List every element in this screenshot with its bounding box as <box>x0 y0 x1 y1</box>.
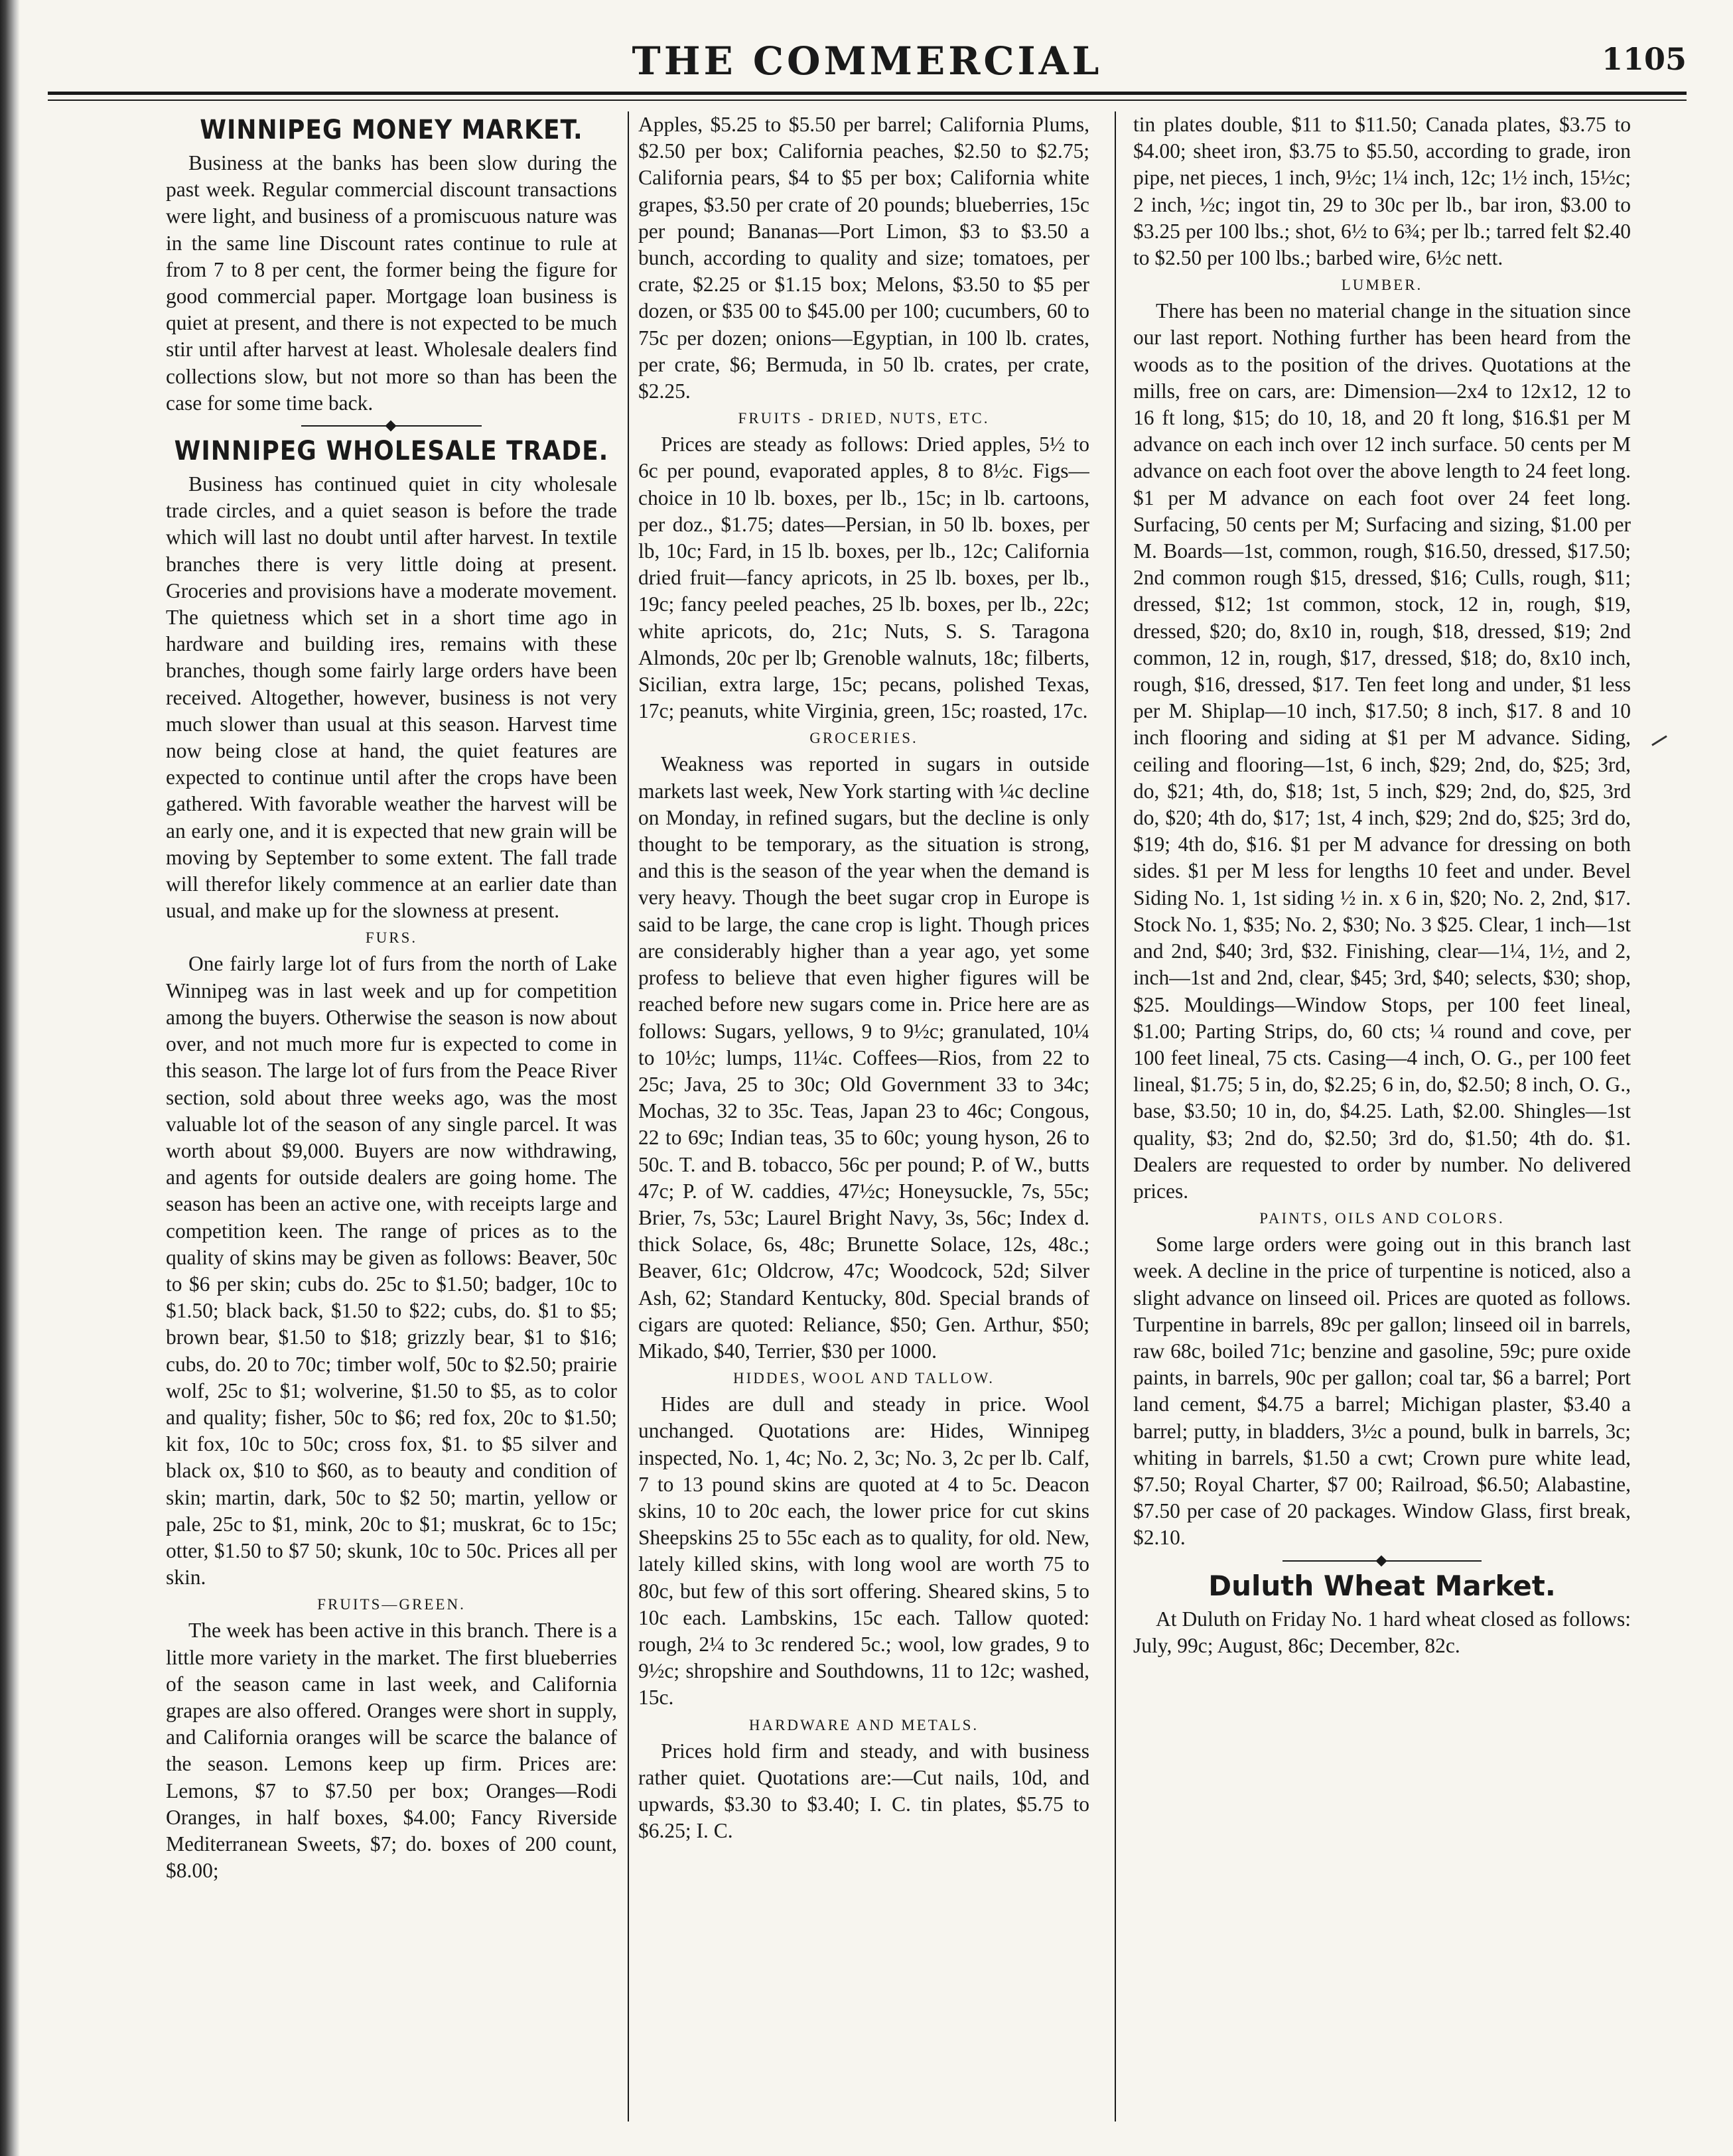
article-paragraph: At Duluth on Friday No. 1 hard wheat closed as follows: July, 99c; August, 86c; December, 82c. <box>1133 1607 1631 1657</box>
article-paragraph: Apples, $5.25 to $5.50 per barrel; California Plums, $2.50 per box; California peaches, $2.50 to $2.75; California pears, $4 to $5 per box; California white grapes, $3.50 per crate of 20 pounds; blueberries, 15c per pound; Bananas—Port Limon, $3 to $3.50 a bunch, according to quality and size; tomatoes, per crate, $2.25 or $1.15 box; Melons, $3.50 to $5 per dozen, or $35 00 to $45.00 per 100; cucumbers, 60 to 75c per dozen; onions—Egyptian, in 100 lb. crates, per crate, $6; Bermuda, in 50 lb. crates, per crate, $2.25. <box>638 113 1089 403</box>
article-paragraph: Prices are steady as follows: Dried apples, 5½ to 6c per pound, evaporated apples, 8 to 8½c. Figs—choice in 10 lb. boxes, per lb., 15c; in lb. cartoons, per doz., $1.75; dates—Persian, in 50 lb. boxes, per lb, 10c; Fard, in 15 lb. boxes, per lb., 12c; California dried fruit—fancy apricots, in 25 lb. boxes, per lb., 19c; fancy peeled peaches, 25 lb. boxes, per lb., 22c; white apricots, do, 21c; Nuts, S. S. Taragona Almonds, 20c per lb; Grenoble walnuts, 18c; filberts, Sicilian, extra large, 15c; pecans, polished Texas, 17c; peanuts, white Virginia, green, 15c; roasted, 17c. <box>638 433 1089 723</box>
page-binding-edge <box>0 0 20 2156</box>
subsection-heading: FURS. <box>365 929 418 947</box>
subsection-heading: FRUITS—GREEN. <box>317 1596 466 1613</box>
pen-mark <box>1651 735 1667 746</box>
subsection-heading: LUMBER. <box>1341 277 1423 294</box>
header-rule-thick <box>48 92 1687 95</box>
column-3 <box>1133 111 1631 2122</box>
subsection-heading: HIDDES, WOOL AND TALLOW. <box>732 1370 995 1387</box>
article-paragraph: Some large orders were going out in this branch last week. A decline in the price of turpentine is noticed, also a slight advance on linseed oil. Prices are quoted as follows. Turpentine in barrels, 89c per gallon; linseed oil in barrels, raw 68c, boiled 71c; benzine and gasoline, 59c; pure oxide paints, in barrels, 90c per gallon; coal tar, $6 a barrel; Port land cement, $4.75 a barrel; Michigan plaster, $3.40 a barrel; putty, in bladders, 3½c a pound, bulk in barrels, 3c; whiting in barrels, $1.50 a cwt; Crown pure white lead, $7.50; Royal Charter, $7 00; Railroad, $6.50; Alabastine, $7.50 per case of 20 packages. Window Glass, first break, $2.10. <box>1133 1233 1631 1550</box>
section-heading: WINNIPEG WHOLESALE TRADE. <box>174 436 609 467</box>
section-heading: WINNIPEG MONEY MARKET. <box>200 115 583 145</box>
article-paragraph: tin plates double, $11 to $11.50; Canada plates, $3.75 to $4.00; sheet iron, $3.75 to $5.50, according to grade, iron pipe, net pieces, 1 inch, 9½c; 1¼ inch, 12c; 1½ inch, 15½c; 2 inch, ½c; ingot tin, 29 to 30c per lb., bar iron, $3.00 to $3.25 per 100 lbs.; shot, 6½ to 6¾; per lb.; tarred felt $2.40 to $2.50 per 100 lbs.; barbed wire, 6½c nett. <box>1133 113 1631 270</box>
article-paragraph: Business at the banks has been slow during the past week. Regular commercial discount transactions were light, and business of a promiscuous nature was in the same line Discount rates continue to rule at from 7 to 8 per cent, the former being the figure for good commercial paper. Mortgage loan business is quiet at present, and there is not expected to be much stir until after harvest at least. Wholesale dealers find collections slow, but not more so than has been the case for some time back. <box>166 151 617 415</box>
subsection-heading: PAINTS, OILS AND COLORS. <box>1259 1210 1505 1227</box>
article-paragraph: Prices hold firm and steady, and with business rather quiet. Quotations are:—Cut nails, 10d, and upwards, $3.30 to $3.40; I. C. tin plates, $5.75 to $6.25; I. C. <box>638 1739 1089 1843</box>
section-ornament <box>166 422 617 430</box>
article-paragraph: Hides are dull and steady in price. Wool unchanged. Quotations are: Hides, Winnipeg inspected, No. 1, 4c; No. 2, 3c; No. 3, 2c per lb. Calf, 7 to 13 pound skins are quoted at 4 to 5c. Deacon skins, 10 to 20c each, the lower price for cut skins Sheepskins 25 to 55c each as to quality, for old. New, lately killed skins, with long wool are worth 75 to 80c, but few of this sort offering. Sheared skins, 5 to 10c each. Lambskins, 15c each. Tallow quoted: rough, 2¼ to 3c rendered 5c.; wool, low grades, 9 to 9½c; shropshire and Southdowns, 11 to 12c; washed, 15c. <box>638 1392 1089 1710</box>
column-2 <box>638 111 1089 2122</box>
subsection-heading: HARDWARE AND METALS. <box>748 1716 979 1733</box>
column-divider <box>628 111 629 2122</box>
article-paragraph: Business has continued quiet in city wholesale trade circles, and a quiet season is before the trade which will last no doubt until after harvest. In textile branches there is very little doing at present. Groceries and provisions have a moderate movement. The quietness which set in a short time ago in hardware and building ires, remains with these branches, though some fairly large orders have been received. Altogether, however, business is not very much slower than usual at this season. Harvest time now being close at hand, the quiet features are expected to continue until after the crops have been gathered. With favorable weather the harvest will be an early one, and it is expected that new grain will be moving by September to some extent. The fall trade will therefor likely commence at an earlier date than usual, and make up for the slowness at present. <box>166 472 617 923</box>
subsection-heading: GROCERIES. <box>809 730 918 747</box>
page-header <box>48 38 1687 98</box>
header-rule-thin <box>48 100 1687 101</box>
page-number: 1105 <box>1601 41 1687 77</box>
masthead-title: THE COMMERCIAL <box>632 38 1103 84</box>
column-divider <box>1115 111 1116 2122</box>
article-paragraph: Weakness was reported in sugars in outside markets last week, New York starting with ¼c decline on Monday, in refined sugars, but the decline is only thought to be temporary, as the situation is strong, and this is the season of the year when the demand is very heavy. Though the beet sugar crop in Europe is said to be large, the cane crop is light. Though prices are considerably higher than a year ago, yet some profess to believe that even higher figures will be reached before new sugars come in. Price here are as follows: Sugars, yellows, 9 to 9½c; granulated, 10¼ to 10½c; lumps, 11¼c. Coffees—Rios, from 22 to 25c; Java, 25 to 30c; Old Government 33 to 34c; Mochas, 32 to 35c. Teas, Japan 23 to 46c; Congous, 22 to 69c; Indian teas, 35 to 60c; young hyson, 26 to 50c. T. and B. tobacco, 56c per pound; P. of W., butts 47c; P. of W. caddies, 47½c; Honeysuckle, 7s, 55c; Brier, 7s, 53c; Laurel Bright Navy, 3s, 56c; Index d. thick Solace, 6s, 48c; Brunette Solace, 12s, 48c.; Beaver, 61c; Oldcrow, 47c; Woodcock, 52d; Silver Ash, 62; Standard Kentucky, 80d. Special brands of cigars are quoted: Reliance, $50; Gen. Arthur, $50; Mikado, $40, Terrier, $30 per 1000. <box>638 752 1089 1363</box>
subsection-heading: FRUITS - DRIED, NUTS, ETC. <box>738 410 990 427</box>
section-ornament <box>1133 1557 1631 1565</box>
section-heading: Duluth Wheat Market. <box>1208 1569 1556 1602</box>
article-paragraph: The week has been active in this branch. There is a little more variety in the market. The first blueberries of the season came in last week, and California grapes are also offered. Oranges were short in supply, and California oranges will be scarce the balance of the season. Lemons keep up firm. Prices are: Lemons, $7 to $7.50 per box; Oranges—Rodi Oranges, in half boxes, $4.00; Fancy Riverside Mediterranean Sweets, $7; do. boxes of 200 count, $8.00; <box>166 1619 617 1883</box>
column-1 <box>166 111 617 2122</box>
article-paragraph: There has been no material change in the situation since our last report. Nothing further has been heard from the woods as to the position of the drives. Quotations at the mills, free on cars, are: Dimension—2x4 to 12x12, 12 to 16 ft long, $15; do 10, 18, and 20 ft long, $16.$1 per M advance on each inch over 12 inch surface. 50 cents per M advance on each foot over the above length to 24 feet long. $1 per M advance on each foot over 24 feet long. Surfacing, 50 cents per M; Surfacing and sizing, $1.00 per M. Boards—1st, common, rough, $16.50, dressed, $17.50; 2nd common rough $15, dressed, $16; Culls, rough, $11; dressed, $12; 1st common, stock, 12 in, rough, $19, dressed, $20; do, 8x10 in, rough, $18, dressed, $19; 2nd common, 12 in, rough, $17, dressed, $18; do, 8x10 inch, rough, $16, dressed, $17. Ten feet long and under, $1 less per M. Shiplap—10 inch, $17.50; 8 inch, $17. 8 and 10 inch flooring and siding at $1 per M advance. Siding, ceiling and flooring—1st, 6 inch, $29; 2nd, do, $25; 3rd, do, $21; 4th, do, $18; 1st, 5 inch, $29; 2nd, do, $25, 3rd do, $20; 4th do, $17; 1st, 4 inch, $29; 2nd do, $25; 3rd do, $19; 4th do, $16. $1 per M advance for dressing on both sides. $1 per M less for lengths 10 feet and under. Bevel Siding No. 1, 1st siding ½ in. x 6 in, $20; No. 2, 2nd, $17. Stock No. 1, $35; No. 2, $30; No. 3 $25. Clear, 1 inch—1st and 2nd, $40; 3rd, $32. Finishing, clear—1¼, 1½, and 2, inch—1st and 2nd, clear, $45; 3rd, $40; selects, $30; shop, $25. Mouldings—Window Stops, per 100 feet lineal, $1.00; Parting Strips, do, 60 cts; ¼ round and cove, per 100 feet lineal, 75 cts. Casing—4 inch, O. G., per 100 feet lineal, $1.75; 5 in, do, $2.25; 6 in, do, $2.50; 8 inch, O. G., base, $3.50; 10 in, do, $4.25. Lath, $2.00. Shingles—1st quality, $3; 2nd do, $2.50; 3rd do, $1.50; 4th do. $1. Dealers are requested to order by number. No delivered prices. <box>1133 299 1631 1203</box>
article-paragraph: One fairly large lot of furs from the north of Lake Winnipeg was in last week and up for competition among the buyers. Otherwise the season is now about over, and not much more fur is expected to come in this season. The large lot of furs from the Peace River section, sold about three weeks ago, was the most valuable lot of the season of any single parcel. It was worth about $9,000. Buyers are now withdrawing, and agents for outside dealers are going home. The season has been an active one, with receipts large and competition keen. The range of prices as to the quality of skins may be given as follows: Beaver, 50c to $6 per skin; cubs do. 25c to $1.50; badger, 10c to $1.50; black back, $1.50 to $22; cubs, do. $1 to $5; brown bear, $1.50 to $18; grizzly bear, $1 to $16; cubs, do. 20 to 70c; timber wolf, 50c to $2.50; prairie wolf, 25c to $1; wolverine, $1.50 to $5, as to color and quality; fisher, 50c to $6; red fox, 20c to $1.50; kit fox, 10c to 50c; cross fox, $1. to $5 silver and black ox, $10 to $60, as to beauty and condition of skin; martin, dark, 50c to $2 50; martin, yellow or pale, 25c to $1, mink, 20c to $1; muskrat, 6c to 15c; otter, $1.50 to $7 50; skunk, 10c to 50c. Prices all per skin. <box>166 952 617 1589</box>
